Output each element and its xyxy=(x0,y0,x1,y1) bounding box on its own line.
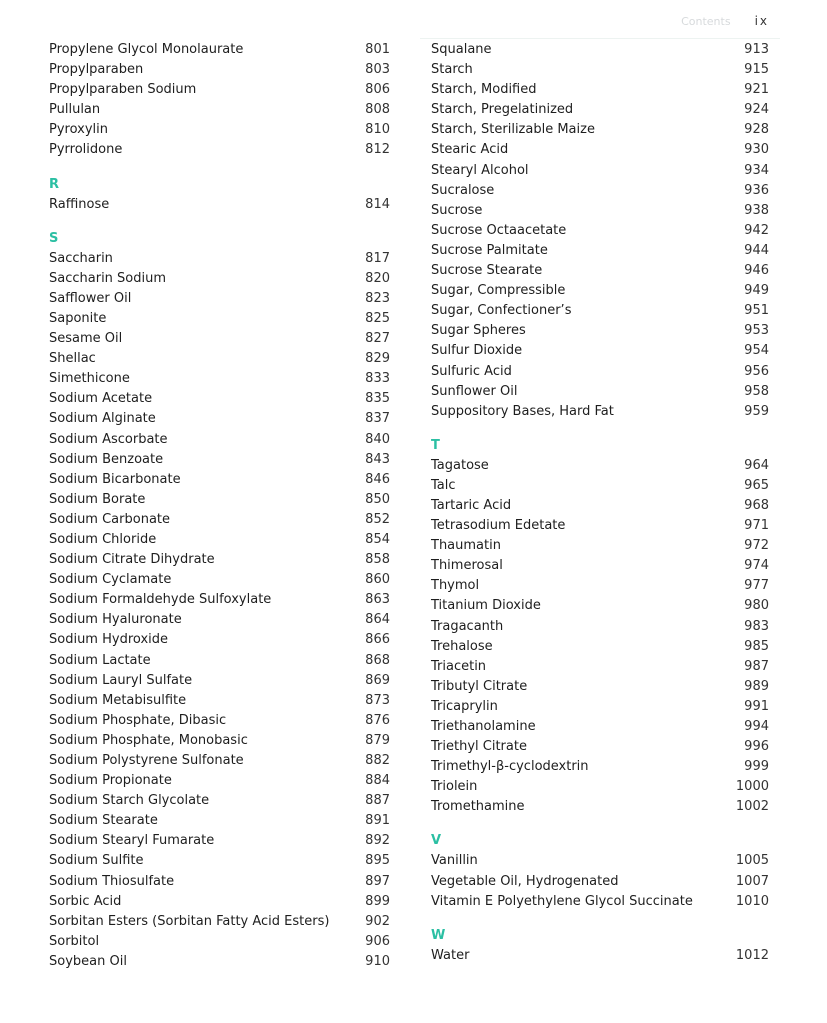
entry-title: Starch xyxy=(431,62,473,78)
entry-page-number: 994 xyxy=(744,719,769,734)
entry-title: Thimerosal xyxy=(431,558,503,574)
index-section xyxy=(431,40,769,422)
entry-page-number: 882 xyxy=(365,753,390,768)
contents-entry[interactable] xyxy=(49,249,390,269)
entry-page-number: 906 xyxy=(365,933,390,949)
entry-title: Starch, Sterilizable Maize xyxy=(431,122,595,138)
entry-page-number: 1005 xyxy=(735,853,769,869)
entry-title: Sodium Carbonate xyxy=(49,511,170,527)
contents-entry[interactable] xyxy=(49,771,390,791)
entry-title: Pyrrolidone xyxy=(49,142,123,158)
contents-entry[interactable] xyxy=(49,751,390,771)
entry-title: Vegetable Oil, Hydrogenated xyxy=(431,873,619,889)
contents-entry[interactable] xyxy=(431,100,769,120)
entry-title: Sucrose Palmitate xyxy=(431,242,548,258)
index-section xyxy=(49,175,390,215)
entry-title: Simethicone xyxy=(49,371,130,387)
entry-page-number: 858 xyxy=(365,552,390,568)
entry-title: Sodium Propionate xyxy=(49,773,172,789)
section-letter: T xyxy=(431,437,440,453)
contents-entry[interactable] xyxy=(431,140,769,160)
contents-entry[interactable] xyxy=(431,261,769,281)
contents-entry[interactable] xyxy=(49,409,390,429)
contents-entry[interactable] xyxy=(431,576,769,596)
contents-entry[interactable] xyxy=(49,610,390,630)
entry-title: Pyroxylin xyxy=(49,122,108,138)
contents-entry[interactable] xyxy=(431,362,769,382)
entry-page-number: 915 xyxy=(744,62,769,78)
contents-entry[interactable] xyxy=(49,630,390,650)
entry-title: Sodium Borate xyxy=(49,491,146,507)
entry-page-number: 801 xyxy=(365,42,390,57)
entry-title: Sodium Cyclamate xyxy=(49,572,172,588)
entry-page-number: 980 xyxy=(744,598,769,614)
entry-title: Sucrose Stearate xyxy=(431,263,543,279)
entry-page-number: 812 xyxy=(365,142,390,158)
contents-entry[interactable] xyxy=(49,120,390,140)
contents-entry[interactable] xyxy=(431,657,769,677)
contents-entry[interactable] xyxy=(49,490,390,510)
contents-entry[interactable] xyxy=(49,289,390,309)
entry-title: Sucrose xyxy=(431,202,483,218)
entry-page-number: 833 xyxy=(365,371,390,387)
entry-page-number: 959 xyxy=(744,403,769,419)
entry-title: Titanium Dioxide xyxy=(431,598,541,614)
contents-entry[interactable] xyxy=(431,496,769,516)
entry-page-number: 843 xyxy=(365,451,390,467)
contents-entry[interactable] xyxy=(49,309,390,329)
entry-page-number: 991 xyxy=(744,698,769,714)
contents-entry[interactable] xyxy=(431,677,769,697)
entry-title: Sorbitol xyxy=(49,933,100,949)
entry-page-number: 823 xyxy=(365,290,390,306)
entry-page-number: 928 xyxy=(744,122,769,138)
entry-title: Talc xyxy=(431,477,456,493)
entry-page-number: 868 xyxy=(365,652,390,668)
entry-title: Sodium Lactate xyxy=(49,652,151,668)
contents-entry[interactable] xyxy=(431,456,769,476)
entry-page-number: 1012 xyxy=(735,947,769,963)
contents-entry[interactable] xyxy=(49,851,390,871)
entry-title: Saccharin xyxy=(49,250,113,266)
contents-entry[interactable] xyxy=(49,470,390,490)
entry-page-number: 953 xyxy=(744,323,769,339)
contents-entry[interactable] xyxy=(49,100,390,120)
entry-title: Sugar, Compressible xyxy=(431,283,566,299)
entry-page-number: 958 xyxy=(744,383,769,399)
contents-entry[interactable] xyxy=(49,912,390,932)
contents-entry[interactable] xyxy=(49,80,390,100)
contents-entry[interactable] xyxy=(431,341,769,361)
entry-title: Thaumatin xyxy=(431,538,501,554)
entry-title: Sodium Stearate xyxy=(49,813,158,829)
entry-title: Triethyl Citrate xyxy=(431,739,527,755)
entry-page-number: 951 xyxy=(744,303,769,319)
entry-page-number: 873 xyxy=(365,692,390,708)
contents-entry[interactable] xyxy=(49,892,390,912)
entry-title: Soybean Oil xyxy=(49,953,127,969)
contents-entry[interactable] xyxy=(49,791,390,811)
contents-entry[interactable] xyxy=(49,952,390,972)
entry-page-number: 854 xyxy=(365,531,390,547)
entry-page-number: 968 xyxy=(744,497,769,513)
entry-page-number: 864 xyxy=(365,612,390,628)
contents-entry[interactable] xyxy=(431,516,769,536)
entry-page-number: 921 xyxy=(744,82,769,98)
entry-title: Trehalose xyxy=(431,638,493,654)
entry-page-number: 972 xyxy=(744,538,769,554)
contents-entry[interactable] xyxy=(49,691,390,711)
entry-page-number: 910 xyxy=(365,953,390,969)
entry-page-number: 974 xyxy=(744,558,769,574)
contents-entry[interactable] xyxy=(431,476,769,496)
entry-title: Sodium Polystyrene Sulfonate xyxy=(49,753,244,768)
contents-entry[interactable] xyxy=(49,550,390,570)
contents-entry[interactable] xyxy=(431,321,769,341)
section-letter: V xyxy=(431,833,442,849)
page-header xyxy=(681,14,769,28)
contents-entry[interactable] xyxy=(431,382,769,402)
entry-page-number: 996 xyxy=(744,739,769,755)
entry-title: Raffinose xyxy=(49,196,110,212)
entry-title: Sulfur Dioxide xyxy=(431,343,523,359)
index-section xyxy=(431,926,769,966)
entry-page-number: 866 xyxy=(365,632,390,648)
entry-title: Tricaprylin xyxy=(431,698,498,714)
entry-page-number: 965 xyxy=(744,477,769,493)
entry-page-number: 1000 xyxy=(735,779,769,795)
entry-title: Sucralose xyxy=(431,182,495,198)
contents-entry[interactable] xyxy=(431,757,769,777)
entry-page-number: 949 xyxy=(744,283,769,299)
contents-entry[interactable] xyxy=(431,60,769,80)
entry-page-number: 817 xyxy=(365,250,390,266)
entry-title: Sorbitan Esters (Sorbitan Fatty Acid Esters) xyxy=(49,913,330,929)
contents-entry[interactable] xyxy=(49,530,390,550)
contents-entry[interactable] xyxy=(49,349,390,369)
entry-title: Tributyl Citrate xyxy=(431,678,528,694)
page-number: ix xyxy=(754,14,769,28)
entry-title: Sodium Benzoate xyxy=(49,451,164,467)
entry-page-number: 954 xyxy=(744,343,769,359)
entry-title: Thymol xyxy=(431,578,480,594)
contents-entry[interactable] xyxy=(431,301,769,321)
entry-page-number: 887 xyxy=(365,793,390,809)
entry-title: Suppository Bases, Hard Fat xyxy=(431,403,614,419)
entry-page-number: 999 xyxy=(744,759,769,775)
contents-entry[interactable] xyxy=(431,946,769,966)
contents-entry[interactable] xyxy=(431,536,769,556)
entry-page-number: 964 xyxy=(744,457,769,473)
contents-entry[interactable] xyxy=(431,637,769,657)
entry-title: Saponite xyxy=(49,310,107,326)
entry-page-number: 850 xyxy=(365,491,390,507)
entry-title: Sorbic Acid xyxy=(49,893,122,909)
entry-page-number: 897 xyxy=(365,873,390,889)
entry-title: Sodium Stearyl Fumarate xyxy=(49,833,215,849)
entry-page-number: 806 xyxy=(365,82,390,98)
contents-entry[interactable] xyxy=(431,221,769,241)
contents-column-left xyxy=(49,40,390,972)
entry-page-number: 892 xyxy=(365,833,390,849)
section-letter: S xyxy=(49,230,59,246)
contents-entry[interactable] xyxy=(49,195,390,215)
entry-title: Sodium Hyaluronate xyxy=(49,612,182,628)
entry-title: Starch, Pregelatinized xyxy=(431,102,574,118)
contents-entry[interactable] xyxy=(431,851,769,871)
entry-title: Vitamin E Polyethylene Glycol Succinate xyxy=(431,893,693,909)
entry-page-number: 956 xyxy=(744,363,769,379)
index-section xyxy=(431,436,769,818)
section-letter: R xyxy=(49,176,60,192)
contents-entry[interactable] xyxy=(49,269,390,289)
contents-entry[interactable] xyxy=(49,329,390,349)
entry-page-number: 863 xyxy=(365,592,390,608)
entry-title: Sodium Metabisulfite xyxy=(49,692,187,708)
entry-title: Sodium Sulfite xyxy=(49,853,144,869)
entry-page-number: 869 xyxy=(365,672,390,688)
entry-page-number: 814 xyxy=(365,196,390,212)
index-section xyxy=(49,40,390,161)
entry-page-number: 930 xyxy=(744,142,769,158)
contents-entry[interactable] xyxy=(49,389,390,409)
entry-title: Tartaric Acid xyxy=(431,497,512,513)
entry-title: Sodium Thiosulfate xyxy=(49,873,175,889)
entry-title: Tromethamine xyxy=(431,799,525,815)
contents-entry[interactable] xyxy=(431,281,769,301)
contents-entry[interactable] xyxy=(431,402,769,422)
entry-page-number: 944 xyxy=(744,242,769,258)
contents-entry[interactable] xyxy=(431,241,769,261)
entry-page-number: 938 xyxy=(744,202,769,218)
contents-entry[interactable] xyxy=(431,161,769,181)
entry-page-number: 835 xyxy=(365,391,390,407)
contents-column-right xyxy=(431,40,769,966)
contents-entry[interactable] xyxy=(431,617,769,637)
entry-page-number: 899 xyxy=(365,893,390,909)
entry-page-number: 946 xyxy=(744,263,769,279)
entry-title: Sodium Acetate xyxy=(49,391,153,407)
entry-page-number: 803 xyxy=(365,62,390,78)
contents-entry[interactable] xyxy=(49,932,390,952)
entry-page-number: 913 xyxy=(744,42,769,57)
section-letter: W xyxy=(431,927,446,943)
running-title: Contents xyxy=(681,15,731,28)
entry-title: Sodium Phosphate, Dibasic xyxy=(49,712,227,728)
entry-page-number: 827 xyxy=(365,331,390,347)
index-section xyxy=(49,229,390,972)
entry-title: Sunflower Oil xyxy=(431,383,518,399)
contents-entry[interactable] xyxy=(431,777,769,797)
entry-title: Sesame Oil xyxy=(49,331,123,347)
contents-entry[interactable] xyxy=(49,731,390,751)
entry-title: Sugar Spheres xyxy=(431,323,526,339)
entry-page-number: 987 xyxy=(744,658,769,674)
entry-title: Pullulan xyxy=(49,102,101,118)
entry-page-number: 1010 xyxy=(735,893,769,909)
contents-entry[interactable] xyxy=(49,671,390,691)
contents-entry[interactable] xyxy=(49,60,390,80)
entry-page-number: 1007 xyxy=(735,873,769,889)
entry-page-number: 879 xyxy=(365,732,390,748)
entry-page-number: 825 xyxy=(365,310,390,326)
entry-title: Sodium Citrate Dihydrate xyxy=(49,552,215,568)
entry-page-number: 820 xyxy=(365,270,390,286)
entry-title: Propylparaben Sodium xyxy=(49,82,197,98)
contents-entry[interactable] xyxy=(49,811,390,831)
entry-title: Sodium Starch Glycolate xyxy=(49,793,210,809)
contents-entry[interactable] xyxy=(49,590,390,610)
entry-title: Stearic Acid xyxy=(431,142,509,158)
index-section xyxy=(431,831,769,911)
entry-title: Vanillin xyxy=(431,853,478,869)
entry-title: Triacetin xyxy=(431,658,487,674)
entry-page-number: 810 xyxy=(365,122,390,138)
contents-entry[interactable] xyxy=(431,181,769,201)
entry-page-number: 891 xyxy=(365,813,390,829)
contents-entry[interactable] xyxy=(431,892,769,912)
entry-page-number: 837 xyxy=(365,411,390,427)
entry-title: Tetrasodium Edetate xyxy=(431,518,566,534)
entry-page-number: 985 xyxy=(744,638,769,654)
contents-entry[interactable] xyxy=(49,711,390,731)
entry-title: Saccharin Sodium xyxy=(49,270,167,286)
entry-title: Sodium Chloride xyxy=(49,531,157,547)
entry-page-number: 989 xyxy=(744,678,769,694)
entry-title: Trimethyl-β-cyclodextrin xyxy=(431,759,589,775)
entry-page-number: 1002 xyxy=(735,799,769,815)
contents-entry[interactable] xyxy=(49,40,390,60)
contents-entry[interactable] xyxy=(49,651,390,671)
contents-entry[interactable] xyxy=(431,872,769,892)
entry-page-number: 924 xyxy=(744,102,769,118)
entry-page-number: 942 xyxy=(744,222,769,238)
entry-title: Sodium Bicarbonate xyxy=(49,471,181,487)
entry-page-number: 902 xyxy=(365,913,390,929)
entry-title: Sodium Lauryl Sulfate xyxy=(49,672,193,688)
contents-entry[interactable] xyxy=(49,510,390,530)
entry-title: Triethanolamine xyxy=(431,719,536,734)
contents-entry[interactable] xyxy=(49,430,390,450)
contents-entry[interactable] xyxy=(49,450,390,470)
contents-entry[interactable] xyxy=(49,140,390,160)
entry-page-number: 840 xyxy=(365,431,390,447)
contents-entry[interactable] xyxy=(431,80,769,100)
contents-entry[interactable] xyxy=(431,717,769,737)
entry-page-number: 852 xyxy=(365,511,390,527)
entry-title: Sucrose Octaacetate xyxy=(431,222,567,238)
entry-title: Sugar, Confectioner’s xyxy=(431,303,572,319)
contents-entry[interactable] xyxy=(431,596,769,616)
entry-page-number: 977 xyxy=(744,578,769,594)
entry-title: Triolein xyxy=(431,779,478,795)
contents-entry[interactable] xyxy=(431,556,769,576)
contents-entry[interactable] xyxy=(431,797,769,817)
entry-title: Sodium Hydroxide xyxy=(49,632,168,648)
entry-page-number: 884 xyxy=(365,773,390,789)
entry-title: Water xyxy=(431,947,470,963)
contents-entry[interactable] xyxy=(431,697,769,717)
entry-title: Sodium Phosphate, Monobasic xyxy=(49,732,248,748)
entry-title: Starch, Modified xyxy=(431,82,537,98)
contents-entry[interactable] xyxy=(431,201,769,221)
entry-title: Sodium Alginate xyxy=(49,411,156,427)
entry-page-number: 936 xyxy=(744,182,769,198)
entry-title: Sodium Ascorbate xyxy=(49,431,168,447)
entry-page-number: 971 xyxy=(744,518,769,534)
entry-page-number: 934 xyxy=(744,162,769,178)
entry-title: Shellac xyxy=(49,351,96,367)
contents-entry[interactable] xyxy=(431,40,769,60)
entry-title: Sodium Formaldehyde Sulfoxylate xyxy=(49,592,272,608)
entry-page-number: 829 xyxy=(365,351,390,367)
entry-page-number: 983 xyxy=(744,618,769,634)
entry-page-number: 876 xyxy=(365,712,390,728)
entry-page-number: 860 xyxy=(365,572,390,588)
header-divider xyxy=(420,38,780,39)
entry-title: Squalane xyxy=(431,42,492,57)
entry-title: Propylene Glycol Monolaurate xyxy=(49,42,244,57)
contents-entry[interactable] xyxy=(49,570,390,590)
entry-page-number: 846 xyxy=(365,471,390,487)
entry-page-number: 808 xyxy=(365,102,390,118)
entry-title: Tagatose xyxy=(431,457,489,473)
contents-entry[interactable] xyxy=(49,831,390,851)
entry-title: Sulfuric Acid xyxy=(431,363,512,379)
contents-entry[interactable] xyxy=(49,872,390,892)
entry-title: Stearyl Alcohol xyxy=(431,162,529,178)
entry-title: Tragacanth xyxy=(431,618,504,634)
contents-entry[interactable] xyxy=(431,737,769,757)
entry-page-number: 895 xyxy=(365,853,390,869)
entry-title: Propylparaben xyxy=(49,62,144,78)
entry-title: Safflower Oil xyxy=(49,290,132,306)
contents-entry[interactable] xyxy=(49,369,390,389)
contents-entry[interactable] xyxy=(431,120,769,140)
